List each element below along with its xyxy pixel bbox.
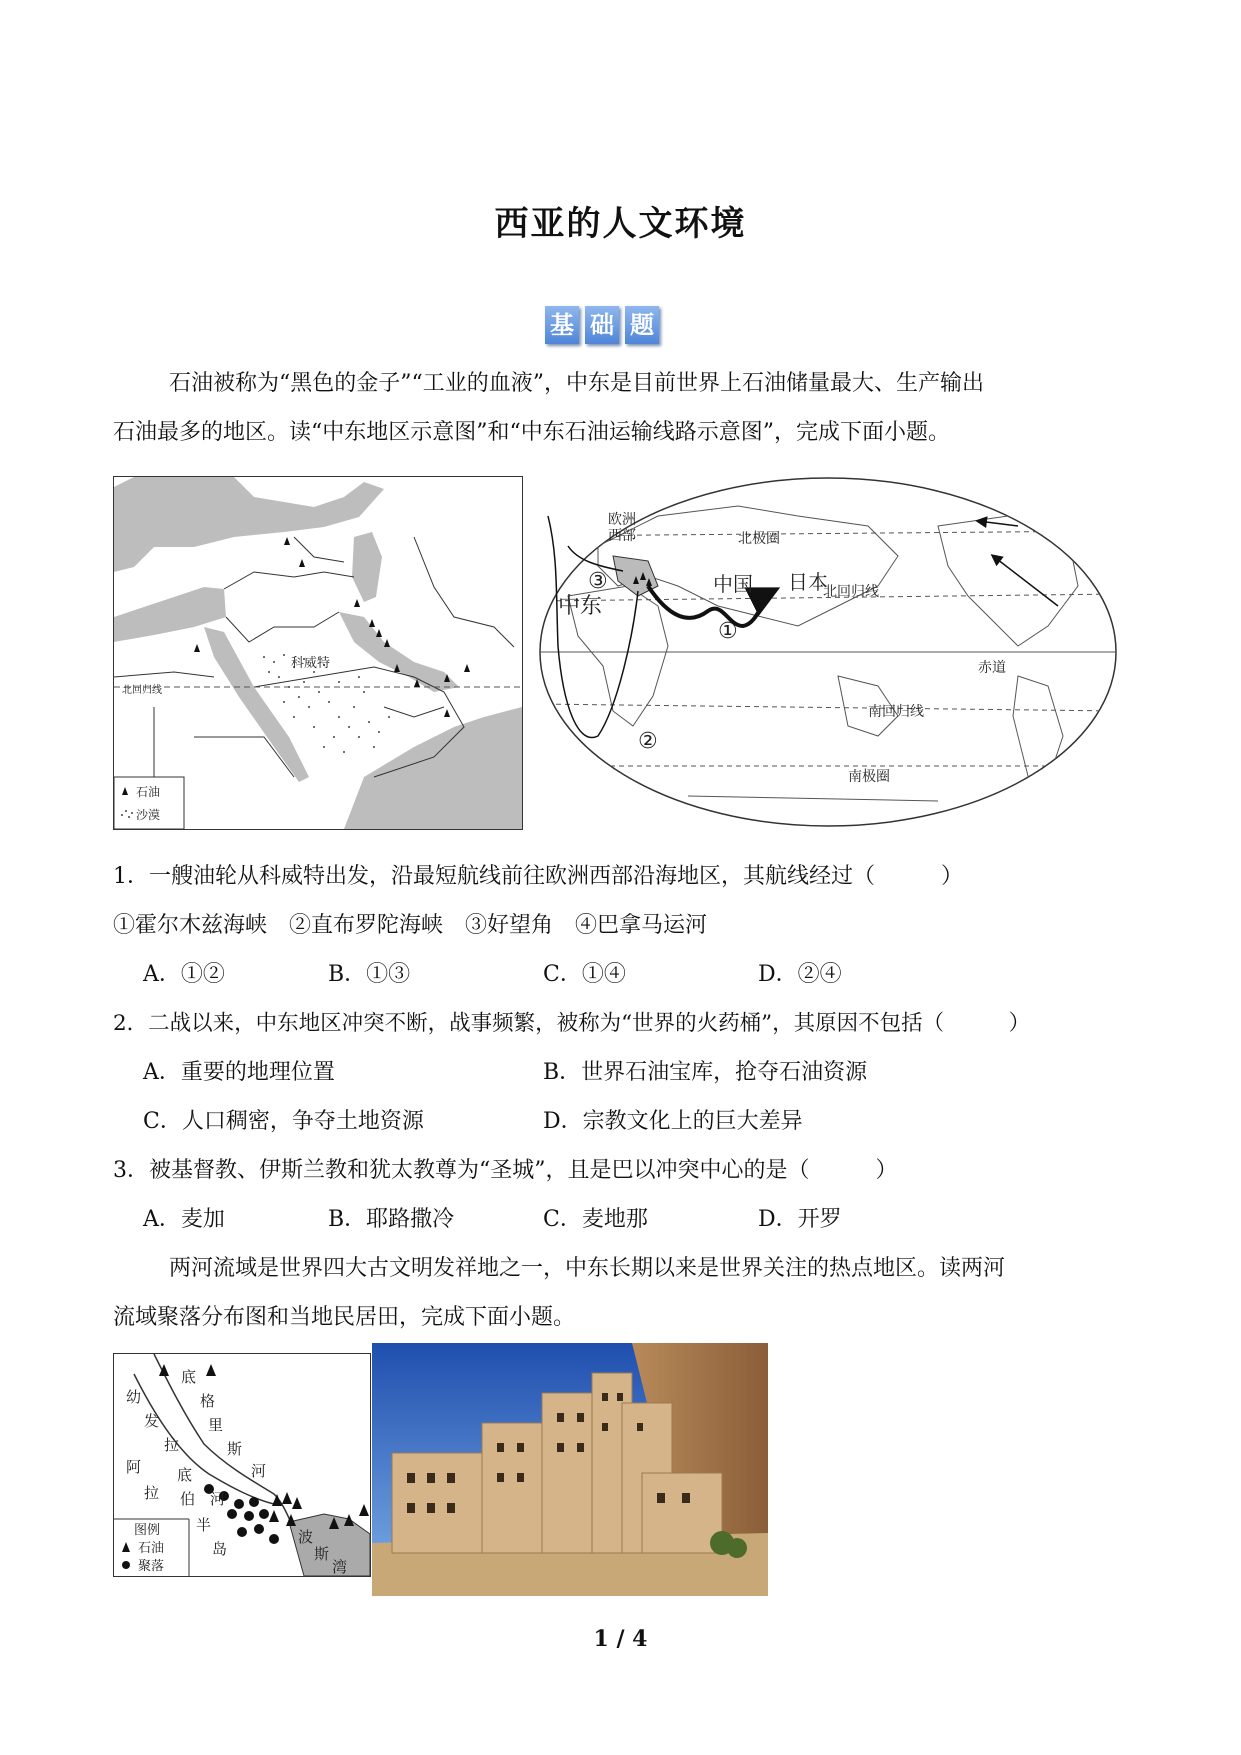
route-3-label: ③ [588,569,608,594]
legend-title: 图例 [134,1523,161,1538]
arctic-label: 北极圈 [738,531,780,547]
q3-option-d: D．开罗 [758,1207,842,1232]
arabia-char: 岛 [212,1540,228,1558]
q2-option-c: C．人口稠密，争夺土地资源 [143,1109,424,1134]
arabia-char: 伯 [180,1490,196,1508]
two-rivers-map [113,1353,371,1577]
q1-items: ①霍尔木兹海峡 ②直布罗陀海峡 ③好望角 ④巴拿马运河 [113,913,708,938]
intro2-line1: 两河流域是世界四大古文明发祥地之一，中东长期以来是世界关注的热点地区。读两河 [169,1256,1006,1281]
tigris-char: 格 [200,1392,216,1410]
gulf-char: 斯 [314,1545,330,1563]
euphrates-char: 发 [144,1412,160,1430]
tigris-char: 里 [208,1416,224,1434]
q1-option-d: D．②④ [758,962,842,987]
intro1-line1: 石油被称为“黑色的金子”“工业的血液”，中东是目前世界上石油储量最大、生产输出 [169,371,984,396]
arabia-char: 拉 [144,1484,160,1502]
legend-settlement: 聚落 [138,1559,165,1574]
page-title: 西亚的人文环境 [494,204,747,244]
tropic-label: 北回归线 [122,685,162,696]
q1-option-c: C．①④ [543,962,626,987]
north-tropic-label: 北回归线 [823,584,879,600]
q2-option-b: B．世界石油宝库，抢夺石油资源 [543,1060,868,1085]
intro2-line2: 流域聚落分布图和当地民居田，完成下面小题。 [113,1305,576,1330]
q3-option-a: A．麦加 [143,1207,225,1232]
south-tropic-label: 南回归线 [868,704,924,720]
badge-char: 础 [585,306,619,344]
q3-stem: 3．被基督教、伊斯兰教和犹太教尊为“圣城”，且是巴以冲突中心的是（ ） [113,1158,898,1183]
middle-east-map [113,476,523,830]
equator-label: 赤道 [978,660,1006,676]
japan-label: 日本 [788,570,828,594]
oil-route-map [538,476,1118,828]
q3-option-b: B．耶路撒冷 [328,1207,455,1232]
china-label: 中国 [713,572,753,596]
legend-oil: 石油 [136,785,161,799]
badge-char: 题 [625,306,659,344]
q1-option-b: B．①③ [328,962,411,987]
q2-option-d: D．宗教文化上的巨大差异 [543,1109,803,1134]
route-2-label: ② [638,729,658,754]
page-number: 1 / 4 [593,1626,648,1652]
tigris-char: 河 [251,1462,267,1480]
europe-label: 欧洲 [608,512,636,528]
q3-option-c: C．麦地那 [543,1207,648,1232]
mideast-label: 中东 [558,594,603,619]
dwelling-photo [372,1343,768,1596]
west-label: 西部 [608,528,636,544]
q2-stem: 2．二战以来，中东地区冲突不断，战事频繁，被称为“世界的火药桶”，其原因不包括（ ） [113,1011,1031,1036]
gulf-char: 波 [298,1528,314,1546]
euphrates-char: 河 [210,1490,226,1508]
tigris-char: 底 [181,1368,197,1386]
legend-desert: 沙漠 [136,808,161,822]
tigris-char: 斯 [227,1440,243,1458]
intro-paragraph-2 [113,1244,1133,1342]
arabia-char: 阿 [126,1458,142,1476]
q1-stem: 1．一艘油轮从科威特出发，沿最短航线前往欧洲西部沿海地区，其航线经过（ ） [113,864,963,889]
antarctic-label: 南极圈 [848,769,890,785]
route-1-label: ① [718,619,738,644]
section-badge [545,306,659,344]
q2-option-a: A．重要的地理位置 [143,1060,335,1085]
euphrates-char: 拉 [164,1436,180,1454]
arabia-char: 半 [196,1516,212,1534]
euphrates-char: 底 [177,1466,193,1484]
kuwait-label: 科威特 [291,656,331,671]
q1-option-a: A．①② [143,962,225,987]
intro-paragraph-1 [113,359,1133,457]
badge-char: 基 [545,306,579,344]
euphrates-char: 幼 [126,1388,142,1406]
gulf-char: 湾 [332,1558,348,1576]
intro1-line2: 石油最多的地区。读“中东地区示意图”和“中东石油运输线路示意图”，完成下面小题。 [113,420,950,445]
legend-oil: 石油 [138,1541,165,1556]
